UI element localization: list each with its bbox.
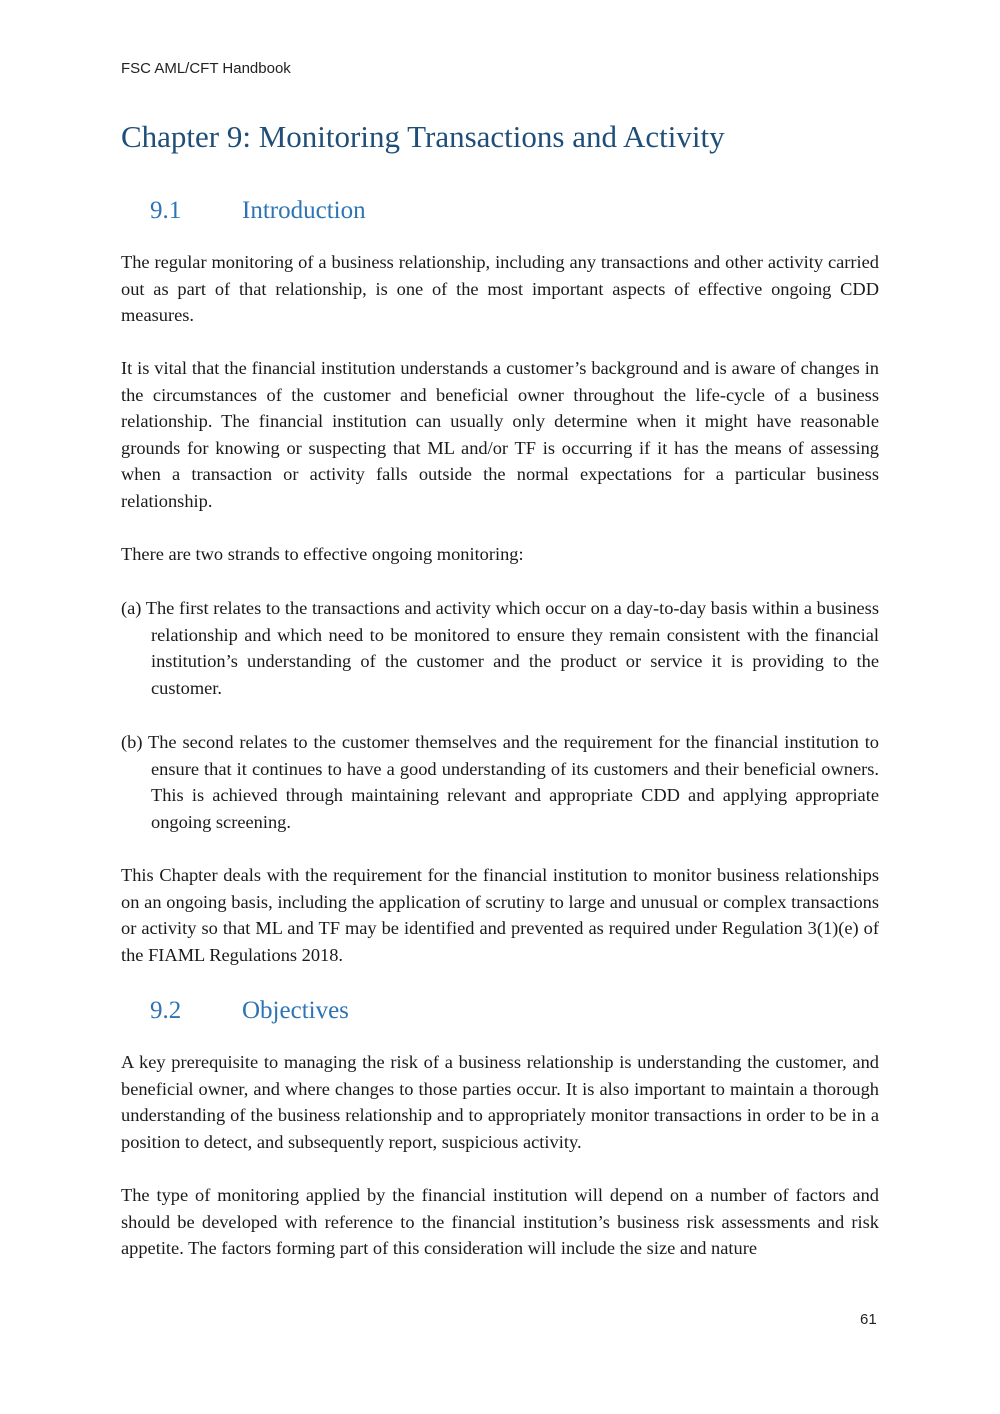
intro-paragraph-2: It is vital that the financial institution understands a customer’s background and is aware of changes in the circumstances of the customer and beneficial owner throughout the life-cycle of a business relationship. The financial institution can usually only determine when it might have reasonable grounds for knowing or suspecting that ML and/or TF is occurring if it has the means of assessing when a transaction or activity falls outside the normal expectations for a particular business relationship.: [121, 358, 879, 511]
objectives-paragraph-1: A key prerequisite to managing the risk of a business relationship is understanding the customer, and beneficial owner, and where changes to those parties occur. It is also important to maintain a thorough understanding of the business relationship and to appropriately monitor transactions in order to be in a position to detect, and subsequently report, suspicious activity.: [121, 1052, 879, 1152]
section-heading-objectives: [150, 996, 349, 1026]
chapter-title: Chapter 9: Monitoring Transactions and Activity: [121, 119, 725, 154]
section-title: Introduction: [242, 197, 366, 224]
intro-paragraph-4: This Chapter deals with the requirement for the financial institution to monitor business relationships on an ongoing basis, including the application of scrutiny to large and unusual or complex transactions or activity so that ML and TF may be identified and prevented as required under Regulation 3(1)(e) of the FIAML Regulations 2018.: [121, 865, 879, 965]
list-item-b: (b) The second relates to the customer themselves and the requirement for the financial institution to ensure that it continues to have a good understanding of its customers and their beneficial owners. This is achieved through maintaining relevant and appropriate CDD and applying appropriate ongoing screening.: [121, 732, 879, 832]
section-title: Objectives: [242, 997, 349, 1024]
intro-paragraph-1: The regular monitoring of a business relationship, including any transactions and other activity carried out as part of that relationship, is one of the most important aspects of effective ongoing CDD measures.: [121, 252, 879, 326]
section-number: 9.2: [150, 997, 182, 1024]
list-item-a: (a) The first relates to the transactions and activity which occur on a day-to-day basis within a business relationship and which need to be monitored to ensure they remain consistent with the financial institution’s understanding of the customer and the product or service it is providing to the customer.: [121, 598, 879, 698]
section-number: 9.1: [150, 197, 182, 224]
objectives-paragraph-2: The type of monitoring applied by the financial institution will depend on a number of factors and should be developed with reference to the financial institution’s business risk assessments and risk appetite. The factors forming part of this consideration will include the size and nature: [121, 1185, 879, 1259]
page-number: 61: [860, 1311, 877, 1328]
running-header: FSC AML/CFT Handbook: [121, 60, 291, 77]
intro-paragraph-3: There are two strands to effective ongoing monitoring:: [121, 544, 524, 564]
section-heading-introduction: [150, 196, 366, 226]
